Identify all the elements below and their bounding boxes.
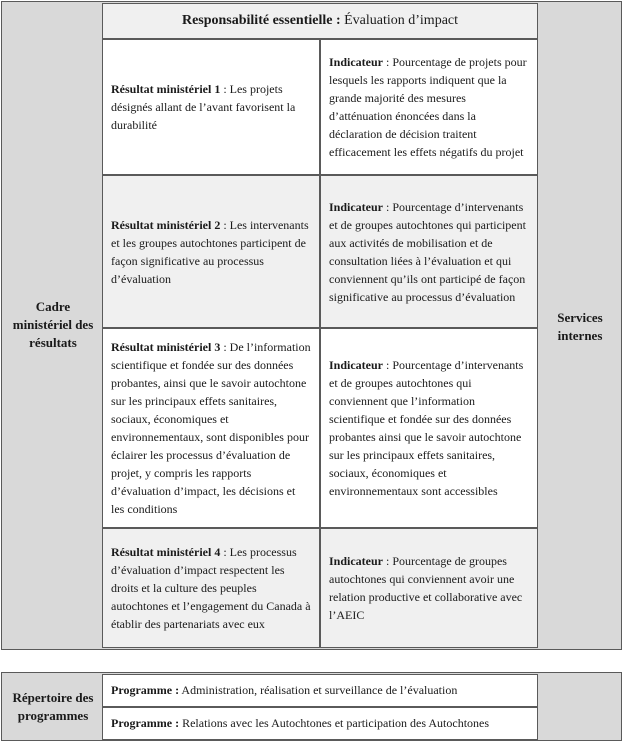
- indicator-1-cell: [320, 39, 538, 175]
- indicator-1-text: : Pourcentage de projets pour lesquels les rapports indiquent que la grande majorité des mesures d’atténuation énoncées dans la déclaration de décision traitent efficacement les effets négatifs du projet: [329, 55, 527, 159]
- result-2-text: : Les intervenants et les groupes autochtones participent de façon significative au processus d’évaluation: [111, 217, 309, 286]
- result-4-text: : Les processus d’évaluation d’impact respectent les droits et la culture des peuples autochtones et l’engagement du Canada à établir des partenariats avec eux: [111, 545, 311, 631]
- result-3-text: : De l’information scientifique et fondée sur des données probantes, ainsi que le savoir autochtone sur les principaux effets sanitaires, sociaux, économiques et environnementaux, sont disponibles pour éclairer les processus d’évaluation de projet, y compris les rapports d’évaluation d’impact, les décisions et les conditions: [111, 340, 311, 516]
- result-1-cell: [102, 39, 320, 175]
- program-row-2: [102, 707, 538, 740]
- indicator-4-text: : Pourcentage de groupes autochtones qui conviennent avoir une relation productive et collaborative avec l’AEIC: [329, 554, 523, 622]
- indicator-3-label: Indicateur: [329, 358, 383, 372]
- indicator-3-cell: [320, 328, 538, 528]
- result-4-cell: [102, 528, 320, 648]
- result-3-cell: [102, 328, 320, 528]
- result-3-label: Résultat ministériel 3: [111, 340, 221, 354]
- program-inventory-text: Répertoire des programmes: [12, 690, 94, 723]
- program-row-1: [102, 674, 538, 707]
- program-inventory-label: [8, 676, 98, 738]
- right-panel-label: [542, 305, 618, 349]
- core-responsibility-header: [102, 3, 538, 39]
- right-panel-text: Services internes: [557, 310, 603, 343]
- left-panel-text: Cadre ministériel des résultats: [12, 299, 94, 350]
- header-value: Évaluation d’impact: [344, 13, 459, 28]
- result-4-label: Résultat ministériel 4: [111, 545, 221, 559]
- indicator-4-label: Indicateur: [329, 554, 383, 568]
- indicator-2-text: : Pourcentage d’intervenants et de groupes autochtones qui participent aux activités de mobilisation et de consultation liées à l’évaluation et qui conviennent qu’ils ont participé de façon significative au processus d’évaluation: [329, 199, 526, 304]
- indicator-1-label: Indicateur: [329, 55, 383, 69]
- header-label: Responsabilité essentielle :: [181, 13, 341, 28]
- result-1-label: Résultat ministériel 1: [111, 82, 221, 96]
- left-panel-label: [8, 290, 98, 360]
- indicator-4-cell: [320, 528, 538, 648]
- indicator-2-cell: [320, 175, 538, 328]
- program-2-label: Programme :: [111, 716, 180, 730]
- program-1-text: Administration, réalisation et surveillance de l’évaluation: [179, 683, 458, 697]
- result-2-cell: [102, 175, 320, 328]
- indicator-3-text: : Pourcentage d’intervenants et de groupes autochtones qui conviennent que l’information scientifique et fondée sur des données probantes ainsi que le savoir autochtone sur les principaux effets sanitaires, sociaux, économiques et environnementaux sont accessibles: [329, 358, 524, 498]
- program-2-text: Relations avec les Autochtones et participation des Autochtones: [179, 716, 490, 730]
- program-1-label: Programme :: [111, 683, 180, 697]
- indicator-2-label: Indicateur: [329, 199, 383, 214]
- result-2-label: Résultat ministériel 2: [111, 217, 221, 232]
- result-1-text: : Les projets désignés allant de l’avant favorisent la durabilité: [111, 82, 296, 132]
